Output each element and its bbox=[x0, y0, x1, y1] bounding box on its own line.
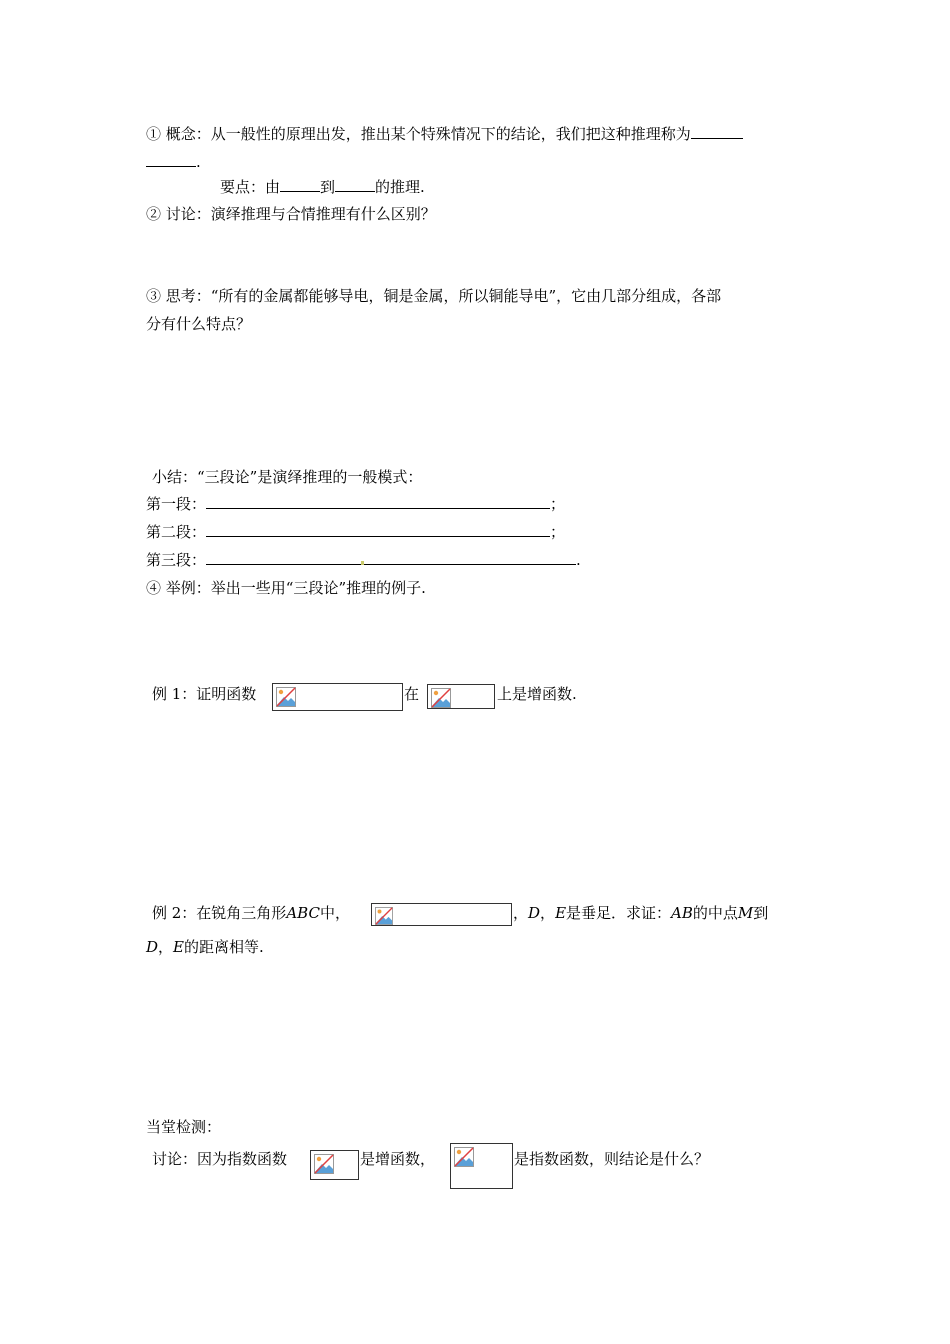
concept-text: ① 概念：从一般性的原理出发，推出某个特殊情况下的结论，我们把这种推理称为 bbox=[146, 125, 691, 143]
section-label: 第二段： bbox=[146, 523, 207, 541]
section-answer-line[interactable] bbox=[206, 522, 550, 537]
summary-section-3 bbox=[146, 550, 581, 570]
check-c: 是指数函数，则结论是什么？ bbox=[514, 1150, 710, 1168]
keypoint-blank-from[interactable] bbox=[280, 177, 320, 192]
broken-image-icon bbox=[272, 683, 403, 711]
broken-image-icon bbox=[450, 1143, 513, 1189]
example2-line-1: 例 2：在锐角三角形ABC中， bbox=[152, 904, 350, 922]
concept-line bbox=[146, 124, 743, 144]
keypoint-c: 的推理. bbox=[375, 178, 425, 196]
think-text-2: 分有什么特点？ bbox=[146, 315, 252, 333]
keypoint-line bbox=[220, 177, 425, 197]
section-end: . bbox=[576, 551, 581, 569]
summary-section-2 bbox=[146, 522, 565, 542]
example2-line-2: D，E的距离相等. bbox=[146, 938, 264, 956]
example1-a: 例 1：证明函数 bbox=[152, 685, 257, 703]
section-label: 第三段： bbox=[146, 551, 207, 569]
broken-image-icon bbox=[310, 1150, 359, 1180]
check-b: 是增函数， bbox=[360, 1150, 436, 1168]
stray-mark bbox=[361, 561, 364, 565]
summary-title-text: 小结：“三段论”是演绎推理的一般模式： bbox=[152, 468, 423, 486]
check-title: 当堂检测： bbox=[146, 1118, 222, 1136]
discuss-line bbox=[146, 204, 436, 224]
concept-end: . bbox=[196, 153, 201, 171]
keypoint-blank-to[interactable] bbox=[335, 177, 375, 192]
think-text-1: ③ 思考：“所有的金属都能够导电，铜是金属，所以铜能导电”，它由几部分组成，各部 bbox=[146, 287, 722, 305]
example1-c: 上是增函数. bbox=[497, 685, 577, 703]
section-answer-line[interactable] bbox=[206, 494, 550, 509]
examples-prompt-text: ④ 举例：举出一些用“三段论”推理的例子. bbox=[146, 579, 426, 597]
answer-blank-1b[interactable] bbox=[146, 152, 196, 167]
example1-b: 在 bbox=[404, 685, 420, 703]
example2-line-1b: ，D，E是垂足．求证：AB的中点M到 bbox=[513, 904, 769, 922]
section-end: ； bbox=[550, 495, 566, 513]
broken-image-icon bbox=[371, 903, 512, 926]
section-label: 第一段： bbox=[146, 495, 207, 513]
examples-prompt bbox=[146, 578, 426, 598]
discuss-text: ② 讨论：演绎推理与合情推理有什么区别？ bbox=[146, 205, 436, 223]
answer-blank-1a[interactable] bbox=[691, 124, 743, 139]
think-line-2 bbox=[146, 314, 251, 334]
think-line-1 bbox=[146, 286, 721, 306]
keypoint-a: 要点：由 bbox=[220, 178, 281, 196]
keypoint-b: 到 bbox=[320, 178, 336, 196]
check-a: 讨论：因为指数函数 bbox=[152, 1150, 288, 1168]
broken-image-icon bbox=[427, 684, 495, 709]
summary-title bbox=[152, 467, 422, 487]
section-answer-line[interactable] bbox=[206, 550, 576, 565]
summary-section-1 bbox=[146, 494, 565, 514]
concept-line-2 bbox=[146, 152, 201, 172]
section-end: ； bbox=[550, 523, 566, 541]
